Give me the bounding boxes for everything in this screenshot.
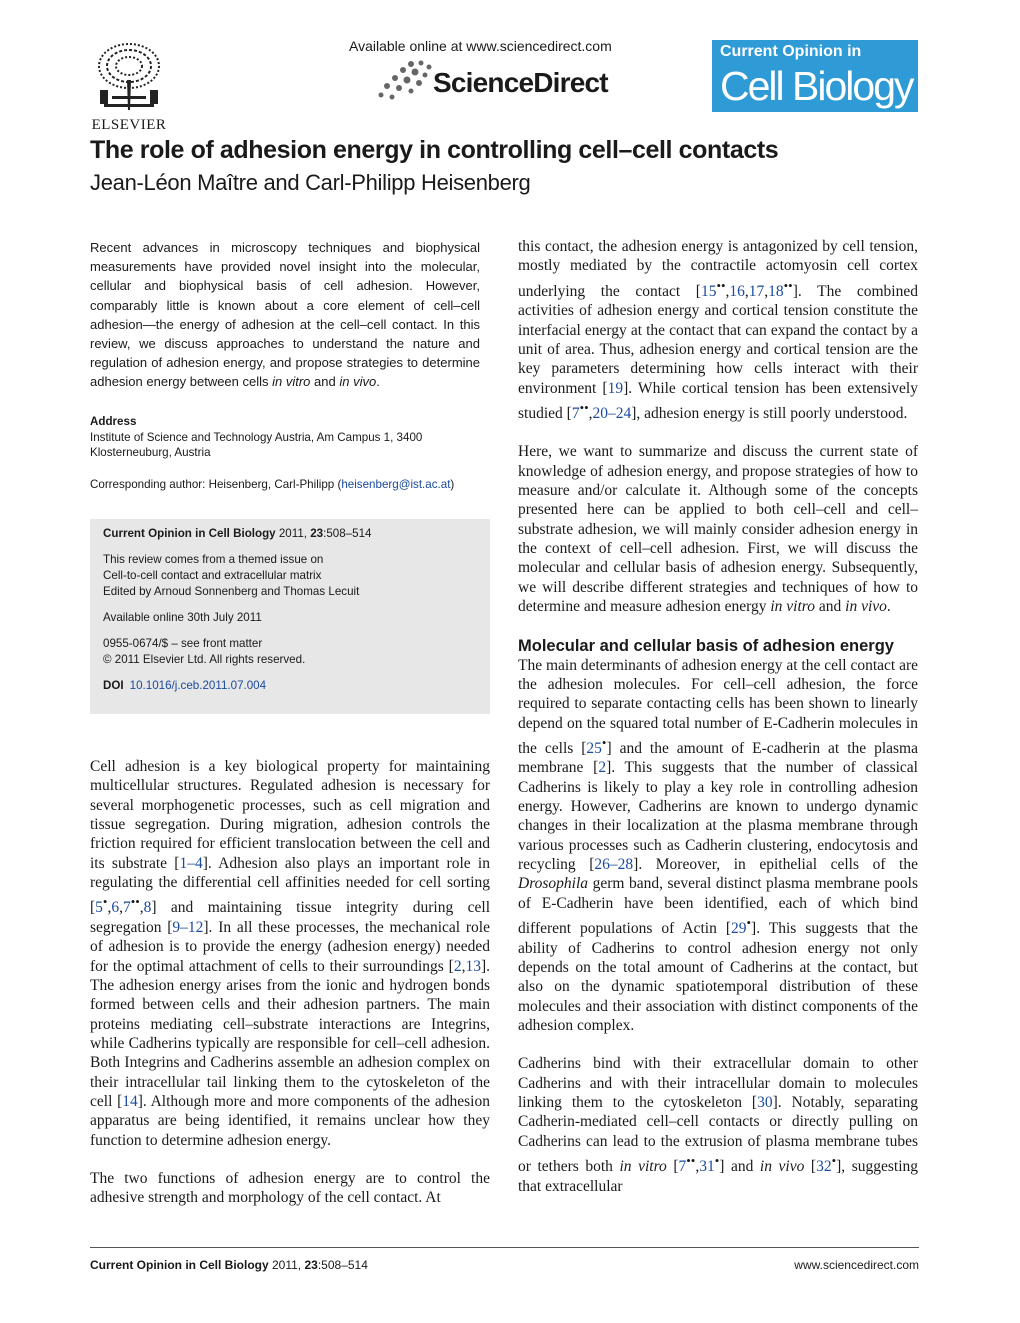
available-online-text: Available online at www.sciencedirect.com xyxy=(349,38,612,54)
paragraph: The two functions of adhesion energy are to control the adhesive strength and morphology of the cell contact. At xyxy=(90,1170,490,1207)
citation-link[interactable]: 5 xyxy=(95,899,103,917)
separator: , xyxy=(461,957,466,975)
right-body-column xyxy=(518,237,918,1196)
paragraph-text: ]. The combined activities of adhesion energy and cortical tension constitute the interfacial energy at the contact that can expand the contact by a unit of area. Thus, adhesion energy and cortical tension are the key parameters determining how cells interact with their environment [ xyxy=(518,282,918,397)
citation-link[interactable]: 32 xyxy=(816,1158,832,1176)
abstract-in-vivo: in vivo xyxy=(339,374,377,390)
info-issn: 0955-0674/$ – see front matter xyxy=(103,637,263,650)
footer-citation xyxy=(90,1258,368,1272)
paragraph-text: ], suggesting that extracellular xyxy=(518,1158,919,1195)
footer-year: 2011, xyxy=(268,1258,305,1272)
abstract-and: and xyxy=(310,374,340,390)
citation-link[interactable]: 18 xyxy=(768,282,784,300)
citation-marker: • xyxy=(746,915,752,931)
citation-link[interactable]: 7 xyxy=(678,1158,687,1176)
citation-link[interactable]: 16 xyxy=(729,282,745,300)
footer-volume: 23 xyxy=(304,1258,318,1272)
citation-marker: •• xyxy=(579,399,589,415)
sciencedirect-dots-icon xyxy=(375,58,439,102)
citation-marker: •• xyxy=(686,1153,696,1169)
info-theme-line1: This review comes from a themed issue on xyxy=(103,553,324,566)
doi-link[interactable]: 10.1016/j.ceb.2011.07.004 xyxy=(129,679,267,692)
citation-link[interactable]: 6 xyxy=(111,899,120,917)
citation-marker: •• xyxy=(783,277,793,293)
info-citation xyxy=(103,526,480,542)
citation-marker: •• xyxy=(130,894,140,910)
elsevier-logo xyxy=(90,40,168,133)
info-volume: 23 xyxy=(310,527,324,540)
paragraph-text: ]. Adhesion also plays an important role in regulating the differential cell affinities needed for cell sorting [ xyxy=(90,854,490,917)
info-year: 2011, xyxy=(275,527,311,540)
citation-link[interactable]: 1–4 xyxy=(179,854,203,872)
footer-divider xyxy=(90,1247,919,1248)
citation-link[interactable]: 17 xyxy=(748,282,765,300)
journal-logo-line2: Cell Biology xyxy=(720,63,913,109)
info-available-date: Available online 30th July 2011 xyxy=(103,611,262,624)
paragraph-text: ]. This suggests that the number of classical Cadherins is likely to play a key role in controlling adhesion energy. However, Cadherins are known to undergo dynamic changes in their localization at the plasma membrane through various processes such as Cadherin clustering, endocytosis and recycling [ xyxy=(518,759,918,874)
paragraph-text: ]. Although more and more components of the adhesion apparatus are being identified, it remains unclear how they function to determine adhesion energy. xyxy=(90,1093,490,1149)
paragraph-text: ]. In all these processes, the mechanical role of adhesion is to provide the energy (adhesion energy) needed for the optimal attachment of cells to their surroundings [ xyxy=(90,918,490,975)
separator: , xyxy=(695,1158,700,1176)
abstract-in-vitro: in vitro xyxy=(272,374,311,390)
article-info-box xyxy=(90,519,490,714)
doi-label: DOI xyxy=(103,679,124,692)
separator: , xyxy=(119,899,123,917)
info-doi xyxy=(103,678,480,694)
footer-website[interactable]: www.sciencedirect.com xyxy=(794,1258,919,1272)
paragraph-text: ]. This suggests that the ability of Cadherins to control adhesion energy not only depends on the total amount of Cadherins at the contact, but also on the dynamic spatiotemporal distribution of these molecules and their association with distinct components of the adhesion complex. xyxy=(518,920,918,1034)
publisher-name: ELSEVIER xyxy=(91,117,167,133)
paragraph-text: ] and maintaining tissue integrity during cell segregation [ xyxy=(90,899,490,936)
italic-term: Drosophila xyxy=(518,875,589,893)
paragraph xyxy=(90,757,490,1150)
paragraph-text: Here, we want to summarize and discuss the current state of knowledge of adhesion energy, and propose strategies of how to measure and/or calculate it. Although some of the concepts presented here can be applied to both cell–cell and cell–substrate adhesion, we will mainly consider adhesion energy in the context of cell–cell adhesion. First, we will discuss the molecular and cellular basis of adhesion energy. Subsequently, we will describe different strategies and techniques of how to determine and measure adhesion energy xyxy=(518,443,918,616)
separator: , xyxy=(139,899,144,917)
paragraph-text: and xyxy=(815,598,846,616)
citation-link[interactable]: 19 xyxy=(607,379,624,397)
citation-link[interactable]: 29 xyxy=(731,920,747,938)
paragraph-text: ]. Moreover, in epithelial cells of the xyxy=(633,856,918,874)
info-pages: :508–514 xyxy=(323,527,372,540)
footer-journal: Current Opinion in Cell Biology xyxy=(90,1258,269,1272)
citation-link[interactable]: 7 xyxy=(571,405,580,423)
paragraph-text: . xyxy=(886,598,891,616)
paragraph xyxy=(518,237,918,423)
paragraph-text: ]. The adhesion energy arises from the ionic and hydrogen bonds formed between cells and their adhesion partners. The main proteins mediating cell–substrate interactions are Integrins, while Cadherins typically are responsible for cell–cell adhesion. Both Integrins and Cadherins assemble an adhesion complex on their intracellular tail linking them to the cytoskeleton of the cell [ xyxy=(90,957,490,1110)
italic-term: in vivo xyxy=(759,1158,805,1176)
address-block xyxy=(90,414,490,461)
paragraph-text: Cell adhesion is a key biological property for maintaining multicellular structures. Regulated adhesion is necessary for several morphogenetic processes, such as cell migration and tissue segregation. During migration, adhesion controls the friction required for efficient translocation between the cell and its substrate [ xyxy=(90,758,490,872)
italic-term: in vitro xyxy=(770,598,815,616)
paragraph-text: The main determinants of adhesion energy at the cell contact are the adhesion molecules. For cell–cell adhesion, the force required to separate contacting cells has been shown to linearly depend on the squared total number of E-Cadherin molecules in the cells [ xyxy=(518,656,918,758)
info-copyright: © 2011 Elsevier Ltd. All rights reserved. xyxy=(103,653,306,666)
info-journal-name: Current Opinion in Cell Biology xyxy=(103,527,276,540)
paragraph-text: ] and xyxy=(719,1158,760,1176)
paragraph-text: Cadherins bind with their extracellular domain to other Cadherins and with their intracellular domain to molecules linking them to the cytoskeleton [ xyxy=(518,1055,918,1112)
separator: , xyxy=(588,405,593,423)
info-theme-line3: Edited by Arnoud Sonnenberg and Thomas Lecuit xyxy=(103,585,360,598)
citation-marker: •• xyxy=(716,277,726,293)
abstract-text: Recent advances in microscopy techniques and biophysical measurements have provided novel insight into the molecular, cellular and biophysical basis of cell adhesion. However, comparably little is known about a core element of cell–cell adhesion—the energy of adhesion at the cell–cell contact. In this review, we discuss approaches to understand the nature and regulation of adhesion energy, and propose strategies to determine adhesion energy between cells xyxy=(90,240,480,390)
citation-link[interactable]: 15 xyxy=(700,282,717,300)
platform-name: ScienceDirect xyxy=(433,67,608,98)
sciencedirect-logo[interactable] xyxy=(375,58,615,102)
citation-link[interactable]: 31 xyxy=(699,1158,715,1176)
citation-link[interactable]: 13 xyxy=(465,957,481,975)
address-line1: Institute of Science and Technology Austria, Am Campus 1, 3400 xyxy=(90,430,423,444)
citation-link[interactable]: 9–12 xyxy=(172,918,204,936)
citation-marker: • xyxy=(714,1153,720,1169)
citation-link[interactable]: 25 xyxy=(586,740,602,758)
separator: , xyxy=(725,282,730,300)
left-body-column xyxy=(90,757,490,1208)
paragraph xyxy=(518,1054,918,1196)
journal-logo-line1: Current Opinion in xyxy=(720,43,862,60)
paragraph-text: [ xyxy=(666,1158,679,1176)
separator: , xyxy=(744,282,749,300)
footer-pages: :508–514 xyxy=(317,1258,368,1272)
info-theme-line2: Cell-to-cell contact and extracellular matrix xyxy=(103,569,322,582)
italic-term: in vitro xyxy=(619,1158,667,1176)
citation-link[interactable]: 20–24 xyxy=(592,405,632,423)
citation-link[interactable]: 30 xyxy=(757,1094,773,1112)
elsevier-tree-icon xyxy=(92,40,166,110)
paragraph-text: ] and the amount of E-cadherin at the plasma membrane [ xyxy=(518,740,918,777)
abstract xyxy=(90,238,480,392)
italic-term: in vivo xyxy=(845,598,887,616)
paragraph-text: germ band, several distinct plasma membrane pools of E-Cadherin have been identified, each of which bind different populations of Actin [ xyxy=(518,875,918,938)
paragraph-text: ]. While cortical tension has been extensively studied [ xyxy=(518,379,918,423)
citation-link[interactable]: 14 xyxy=(122,1093,138,1110)
section-heading: Molecular and cellular basis of adhesion energy xyxy=(518,636,894,655)
citation-link[interactable]: 2 xyxy=(598,759,607,777)
paragraph xyxy=(518,442,918,616)
abstract-end: . xyxy=(376,374,380,390)
citation-link[interactable]: 8 xyxy=(143,899,152,917)
paragraph-text: ]. Notably, separating Cadherin-mediated cell–cell contacts or directly pulling on Cadherins can lead to the extrusion of plasma membrane tubes or tethers both xyxy=(518,1094,919,1176)
article-title: The role of adhesion energy in controlling cell–cell contacts xyxy=(90,136,779,164)
article-authors: Jean-Léon Maître and Carl-Philipp Heisenberg xyxy=(90,170,531,195)
corresponding-author xyxy=(90,477,490,493)
paragraph-text: [ xyxy=(804,1158,817,1176)
citation-marker: • xyxy=(831,1153,837,1169)
journal-logo[interactable] xyxy=(712,40,918,112)
citation-link[interactable]: 26–28 xyxy=(594,856,634,874)
separator: , xyxy=(107,899,112,917)
paragraph-text: this contact, the adhesion energy is antagonized by cell tension, mostly mediated by the contractile actomyosin cell cortex underlying the contact [ xyxy=(518,238,918,300)
corresponding-email-link[interactable]: heisenberg@ist.ac.at xyxy=(341,478,451,491)
citation-link[interactable]: 7 xyxy=(122,899,131,917)
citation-marker: • xyxy=(102,894,108,910)
citation-link[interactable]: 2 xyxy=(453,957,462,975)
citation-marker: • xyxy=(601,734,607,750)
separator: , xyxy=(764,282,769,300)
corresponding-suffix: ) xyxy=(450,478,455,491)
paragraph xyxy=(518,656,918,1036)
paragraph-text: ], adhesion energy is still poorly understood. xyxy=(631,405,908,423)
address-label: Address xyxy=(90,415,137,428)
address-line2: Klosterneuburg, Austria xyxy=(90,446,211,459)
corresponding-prefix: Corresponding author: Heisenberg, Carl-Philipp ( xyxy=(90,478,342,491)
